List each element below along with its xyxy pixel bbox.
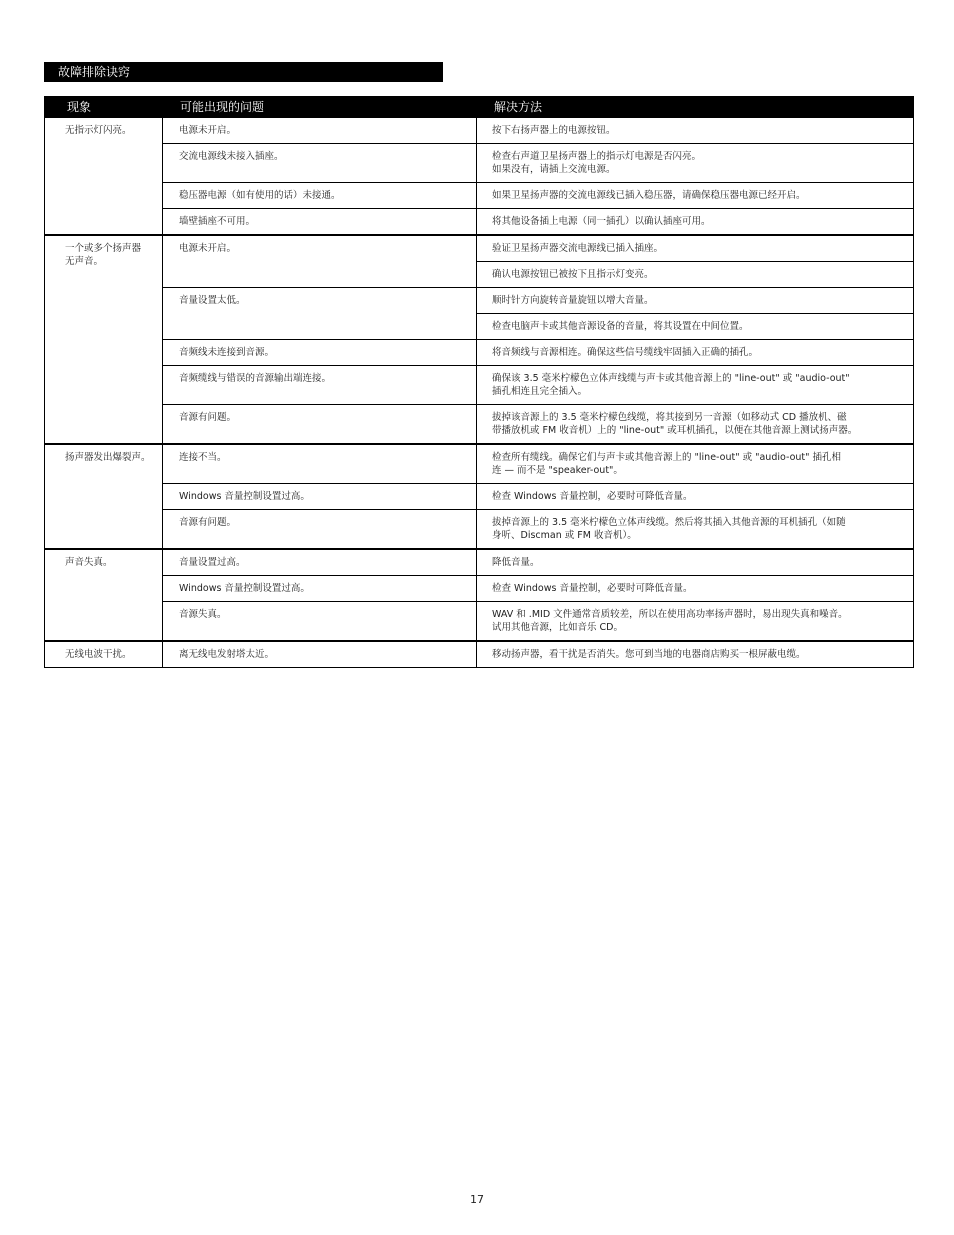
table-row [45,235,914,262]
cause-cell: 音量设置过高。 [163,549,477,576]
cause-cell: 音源有问题。 [163,405,477,445]
solution-cell: 检查所有缆线。确保它们与声卡或其他音源上的 "line-out" 或 "audio-out" 插孔相 连 — 而不是 "speaker-out"。 [477,444,914,484]
cause-cell: 稳压器电源（如有使用的话）未接通。 [163,183,477,209]
cause-cell: 离无线电发射塔太近。 [163,641,477,668]
solution-cell: 按下右扬声器上的电源按钮。 [477,118,914,144]
cause-cell: 音源有问题。 [163,510,477,550]
symptom-cell: 无线电波干扰。 [45,641,163,668]
solution-cell: 检查电脑声卡或其他音源设备的音量，将其设置在中间位置。 [477,314,914,340]
cause-cell: 音频缆线与错误的音源输出端连接。 [163,366,477,405]
solution-cell: 拔掉该音源上的 3.5 毫米柠檬色线缆，将其接到另一音源（如移动式 CD 播放机、磁 带播放机或 FM 收音机）上的 "line-out" 或耳机插孔，以便在其他音源上测试扬声器。 [477,405,914,445]
table-row [45,576,914,602]
table-row [45,510,914,550]
cause-cell: Windows 音量控制设置过高。 [163,484,477,510]
solution-cell: 将音频线与音源相连。确保这些信号缆线牢固插入正确的插孔。 [477,340,914,366]
table-row [45,118,914,144]
table-row [45,549,914,576]
table-row [45,183,914,209]
symptom-cell: 声音失真。 [45,549,163,641]
cause-cell: 电源未开启。 [163,235,477,288]
cause-cell: 音量设置太低。 [163,288,477,340]
symptom-cell: 无指示灯闪亮。 [45,118,163,236]
table-row [45,366,914,405]
table-row [45,405,914,445]
table-row [45,484,914,510]
symptom-cell: 扬声器发出爆裂声。 [45,444,163,549]
cause-cell: 音频线未连接到音源。 [163,340,477,366]
table-row [45,209,914,236]
table-row [45,288,914,314]
solution-cell: 检查 Windows 音量控制，必要时可降低音量。 [477,576,914,602]
header-cause: 可能出现的问题 [163,97,477,118]
header-solution: 解决方法 [477,97,914,118]
cause-cell: 交流电源线未接入插座。 [163,144,477,183]
solution-cell: 检查右声道卫星扬声器上的指示灯电源是否闪亮。 如果没有，请插上交流电源。 [477,144,914,183]
solution-cell: 顺时针方向旋转音量旋钮以增大音量。 [477,288,914,314]
solution-cell: 确认电源按钮已被按下且指示灯变亮。 [477,262,914,288]
table-row [45,602,914,642]
symptom-cell: 一个或多个扬声器 无声音。 [45,235,163,444]
solution-cell: 确保该 3.5 毫米柠檬色立体声线缆与声卡或其他音源上的 "line-out" 或 "audio-out" 插孔相连且完全插入。 [477,366,914,405]
solution-cell: WAV 和 .MID 文件通常音质较差，所以在使用高功率扬声器时，易出现失真和噪音。 试用其他音源，比如音乐 CD。 [477,602,914,642]
solution-cell: 如果卫星扬声器的交流电源线已插入稳压器，请确保稳压器电源已经开启。 [477,183,914,209]
cause-cell: 电源未开启。 [163,118,477,144]
table-row [45,641,914,668]
solution-cell: 拔掉音源上的 3.5 毫米柠檬色立体声线缆。然后将其插入其他音源的耳机插孔（如随 身听、Discman 或 FM 收音机）。 [477,510,914,550]
section-title: 故障排除诀窍 [44,62,443,82]
cause-cell: Windows 音量控制设置过高。 [163,576,477,602]
cause-cell: 连接不当。 [163,444,477,484]
cause-cell: 音源失真。 [163,602,477,642]
page-number: 17 [470,1193,484,1206]
table-row [45,340,914,366]
table-row [45,144,914,183]
solution-cell: 验证卫星扬声器交流电源线已插入插座。 [477,235,914,262]
solution-cell: 移动扬声器，看干扰是否消失。您可到当地的电器商店购买一根屏蔽电缆。 [477,641,914,668]
table-header-row [45,97,914,118]
cause-cell: 墙壁插座不可用。 [163,209,477,236]
solution-cell: 检查 Windows 音量控制，必要时可降低音量。 [477,484,914,510]
table-row [45,444,914,484]
troubleshooting-table [44,96,914,668]
solution-cell: 降低音量。 [477,549,914,576]
header-symptom: 现象 [45,97,163,118]
solution-cell: 将其他设备插上电源（同一插孔）以确认插座可用。 [477,209,914,236]
